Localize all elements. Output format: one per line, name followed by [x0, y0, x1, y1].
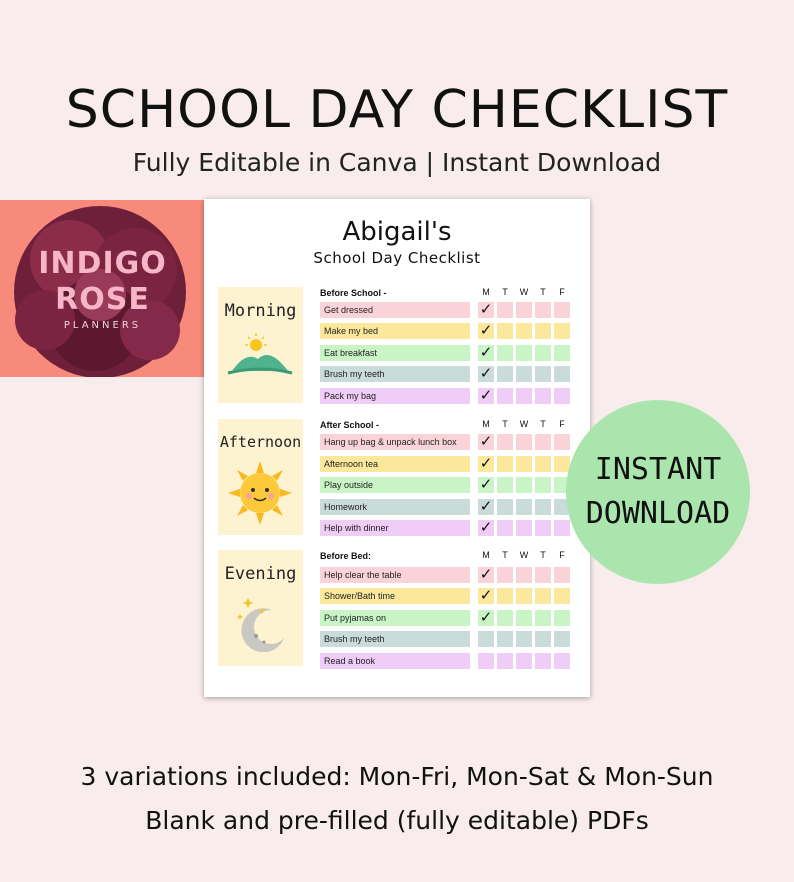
check-cell[interactable] — [554, 323, 570, 339]
task-row[interactable] — [320, 653, 572, 669]
task-label: Put pyjamas on — [320, 610, 470, 626]
logo-text-planners: PLANNERS — [63, 320, 142, 331]
task-label: Brush my teeth — [320, 366, 470, 382]
check-icon: ✓ — [479, 343, 493, 361]
check-cell[interactable] — [478, 499, 494, 515]
check-cell[interactable] — [478, 345, 494, 361]
check-cell[interactable] — [516, 477, 532, 493]
task-row[interactable] — [320, 456, 572, 472]
task-label: Afternoon tea — [320, 456, 470, 472]
task-row[interactable] — [320, 323, 572, 339]
check-cell[interactable] — [497, 567, 513, 583]
check-cell[interactable] — [554, 366, 570, 382]
check-icon: ✓ — [479, 497, 493, 515]
check-cell[interactable] — [535, 588, 551, 604]
check-cell[interactable] — [535, 653, 551, 669]
check-cell[interactable] — [516, 653, 532, 669]
check-cell[interactable] — [516, 631, 532, 647]
check-icon: ✓ — [479, 565, 493, 583]
check-cell[interactable] — [516, 567, 532, 583]
check-cell[interactable] — [497, 388, 513, 404]
task-row[interactable] — [320, 345, 572, 361]
child-name: Abigail's — [342, 217, 452, 247]
check-cell[interactable] — [478, 610, 494, 626]
page-subtitle: Fully Editable in Canva | Instant Download — [132, 148, 662, 177]
page-title: SCHOOL DAY CHECKLIST — [65, 80, 729, 140]
task-label: Eat breakfast — [320, 345, 470, 361]
task-row[interactable] — [320, 388, 572, 404]
check-cell[interactable] — [535, 456, 551, 472]
check-cell[interactable] — [554, 520, 570, 536]
task-row[interactable] — [320, 631, 572, 647]
check-cell[interactable] — [478, 567, 494, 583]
check-cell[interactable] — [535, 302, 551, 318]
check-cell[interactable] — [497, 302, 513, 318]
check-cell[interactable] — [516, 302, 532, 318]
task-row[interactable] — [320, 499, 572, 515]
check-cell[interactable] — [497, 456, 513, 472]
day-label: F — [559, 550, 565, 560]
task-row[interactable] — [320, 588, 572, 604]
check-cell[interactable] — [497, 345, 513, 361]
check-icon: ✓ — [479, 586, 493, 604]
sun-icon — [226, 461, 296, 525]
check-cell[interactable] — [497, 631, 513, 647]
check-cell[interactable] — [478, 477, 494, 493]
task-row[interactable] — [320, 610, 572, 626]
section-card — [218, 419, 303, 535]
check-icon: ✓ — [479, 364, 493, 382]
check-cell[interactable] — [497, 366, 513, 382]
pdf-text: Blank and pre-filled (fully editable) PDFs — [145, 806, 649, 835]
task-row[interactable] — [320, 302, 572, 318]
check-cell[interactable] — [554, 653, 570, 669]
check-cell[interactable] — [478, 434, 494, 450]
task-row[interactable] — [320, 366, 572, 382]
task-label: Make my bed — [320, 323, 470, 339]
task-label: Hang up bag & unpack lunch box — [320, 434, 470, 450]
check-cell[interactable] — [497, 520, 513, 536]
task-row[interactable] — [320, 567, 572, 583]
check-cell[interactable] — [535, 477, 551, 493]
check-cell[interactable] — [554, 302, 570, 318]
check-icon: ✓ — [479, 321, 493, 339]
task-row[interactable] — [320, 434, 572, 450]
check-cell[interactable] — [516, 499, 532, 515]
badge-line-1: INSTANT — [594, 452, 722, 487]
check-icon: ✓ — [479, 608, 493, 626]
check-cell[interactable] — [535, 366, 551, 382]
day-label: M — [482, 287, 490, 297]
check-cell[interactable] — [478, 456, 494, 472]
check-cell[interactable] — [497, 653, 513, 669]
check-cell[interactable] — [554, 588, 570, 604]
check-cell[interactable] — [554, 631, 570, 647]
section-label: Evening — [224, 564, 297, 584]
section-card — [218, 550, 303, 666]
check-icon: ✓ — [479, 386, 493, 404]
check-cell[interactable] — [535, 610, 551, 626]
section-card — [218, 287, 303, 403]
check-cell[interactable] — [554, 345, 570, 361]
check-cell[interactable] — [516, 610, 532, 626]
variations-text: 3 variations included: Mon-Fri, Mon-Sat & Mon-Sun — [80, 762, 714, 791]
check-cell[interactable] — [497, 434, 513, 450]
logo-text-rose: ROSE — [55, 282, 150, 317]
check-icon: ✓ — [479, 454, 493, 472]
check-cell[interactable] — [516, 434, 532, 450]
check-cell[interactable] — [497, 323, 513, 339]
day-label: F — [559, 419, 565, 429]
check-icon: ✓ — [479, 432, 493, 450]
day-label: F — [559, 287, 565, 297]
task-row[interactable] — [320, 520, 572, 536]
check-cell[interactable] — [516, 456, 532, 472]
task-label: Help clear the table — [320, 567, 470, 583]
check-cell[interactable] — [516, 520, 532, 536]
task-label: Read a book — [320, 653, 470, 669]
day-label: T — [540, 419, 546, 429]
check-cell[interactable] — [535, 520, 551, 536]
moon-stars-icon — [226, 592, 296, 652]
check-cell[interactable] — [516, 388, 532, 404]
instant-download-badge — [566, 400, 750, 584]
task-label: Play outside — [320, 477, 470, 493]
day-label: T — [502, 419, 508, 429]
check-cell[interactable] — [554, 610, 570, 626]
check-icon: ✓ — [479, 300, 493, 318]
day-label: T — [502, 550, 508, 560]
day-label: T — [540, 287, 546, 297]
mountain-sun-icon — [226, 329, 296, 389]
task-label: Help with dinner — [320, 520, 470, 536]
day-label: M — [482, 419, 490, 429]
check-cell[interactable] — [497, 610, 513, 626]
task-label: Shower/Bath time — [320, 588, 470, 604]
check-cell[interactable] — [535, 345, 551, 361]
section-heading: After School - — [320, 420, 380, 430]
day-label: T — [502, 287, 508, 297]
check-cell[interactable] — [478, 588, 494, 604]
check-cell[interactable] — [516, 323, 532, 339]
check-cell[interactable] — [535, 567, 551, 583]
check-cell[interactable] — [478, 302, 494, 318]
check-icon: ✓ — [479, 475, 493, 493]
logo-text-indigo: INDIGO — [38, 246, 167, 281]
day-label: W — [519, 550, 529, 560]
check-cell[interactable] — [535, 323, 551, 339]
badge-line-2: DOWNLOAD — [585, 496, 731, 531]
check-cell[interactable] — [554, 434, 570, 450]
check-icon: ✓ — [479, 518, 493, 536]
section-heading: Before Bed: — [320, 551, 372, 561]
check-cell[interactable] — [516, 366, 532, 382]
check-cell[interactable] — [535, 499, 551, 515]
check-cell[interactable] — [478, 323, 494, 339]
check-cell[interactable] — [497, 477, 513, 493]
check-cell[interactable] — [535, 388, 551, 404]
check-cell[interactable] — [554, 388, 570, 404]
task-label: Brush my teeth — [320, 631, 470, 647]
sheet-subtitle: School Day Checklist — [313, 249, 481, 267]
section-label: Afternoon — [219, 433, 302, 451]
task-label: Get dressed — [320, 302, 470, 318]
check-cell[interactable] — [535, 434, 551, 450]
check-cell[interactable] — [478, 388, 494, 404]
check-cell[interactable] — [535, 631, 551, 647]
check-cell[interactable] — [497, 588, 513, 604]
task-label: Homework — [320, 499, 470, 515]
task-label: Pack my bag — [320, 388, 470, 404]
brand-logo — [0, 200, 205, 377]
task-row[interactable] — [320, 477, 572, 493]
check-cell[interactable] — [497, 499, 513, 515]
check-cell[interactable] — [516, 345, 532, 361]
section-heading: Before School - — [320, 288, 387, 298]
day-label: W — [519, 419, 529, 429]
section-label: Morning — [224, 301, 297, 321]
checklist-sheet — [204, 199, 590, 697]
check-cell[interactable] — [516, 588, 532, 604]
check-cell[interactable] — [478, 520, 494, 536]
check-cell[interactable] — [554, 567, 570, 583]
day-label: M — [482, 550, 490, 560]
day-label: T — [540, 550, 546, 560]
day-label: W — [519, 287, 529, 297]
check-cell[interactable] — [478, 653, 494, 669]
check-cell[interactable] — [478, 366, 494, 382]
check-cell[interactable] — [478, 631, 494, 647]
